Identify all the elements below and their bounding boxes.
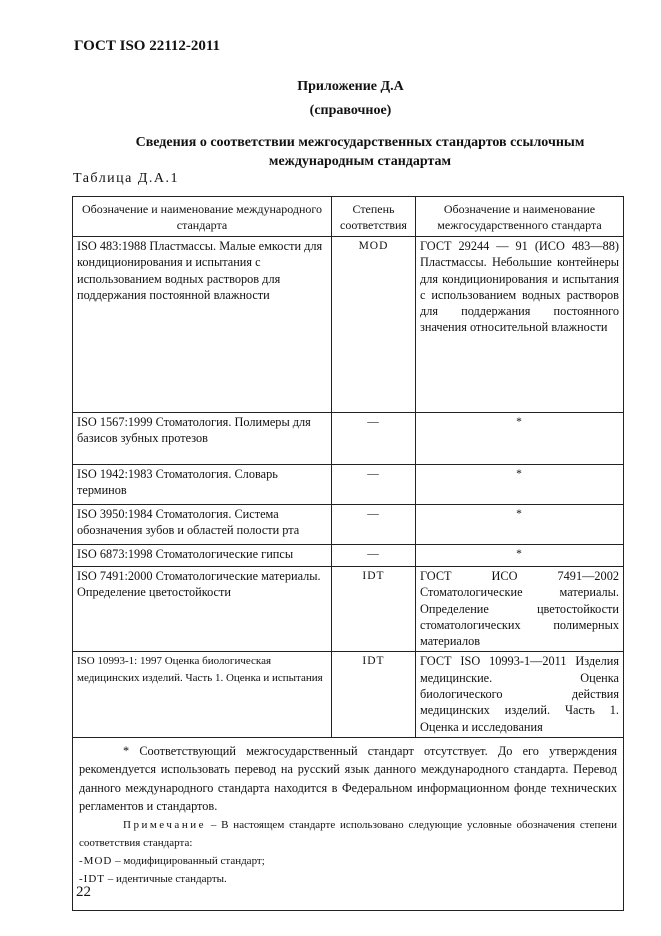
abbreviation-idt bbox=[79, 870, 617, 888]
cell-intl: ISO 10993-1: 1997 Оценка биологическая медицинских изделий. Часть 1. Оценка и испытания bbox=[73, 652, 332, 737]
cell-national: * bbox=[416, 545, 624, 567]
footnote-text: * Соответствующий межгосударственный стандарт отсутствует. До его утверждения рекомендуется использовать перевод на русский язык данного международного стандарта. Перевод данного международного стандарта находится в Федеральном информационном фонде технических регламентов и стандартов. bbox=[79, 743, 617, 814]
note-paragraph bbox=[79, 816, 617, 852]
cell-intl: ISO 483:1988 Пластмассы. Малые емкости для кондиционирования и испытания с использованием водных растворов для поддержания постоянной влажности bbox=[73, 237, 332, 413]
document-header: ГОСТ ISO 22112-2011 bbox=[74, 38, 221, 54]
appendix-title: Приложение Д.А bbox=[297, 79, 404, 94]
cell-intl: ISO 7491:2000 Стоматологические материалы. Определение цветостойкости bbox=[73, 567, 332, 652]
cell-degree: — bbox=[332, 413, 416, 465]
correspondence-table bbox=[72, 196, 624, 911]
cell-degree: MOD bbox=[332, 237, 416, 413]
table-label: Таблица Д.А.1 bbox=[73, 171, 180, 186]
note-label: Примечание bbox=[123, 818, 206, 831]
cell-national: * bbox=[416, 505, 624, 545]
abbreviation-code: -MOD bbox=[79, 854, 113, 867]
column-header-degree: Степень соответствия bbox=[332, 197, 416, 237]
cell-intl: ISO 1942:1983 Стоматология. Словарь терминов bbox=[73, 465, 332, 505]
cell-national: ГОСТ 29244 — 91 (ИСО 483—88) Пластмассы. Небольшие контейнеры для кондиционирования и испытания с использованием водных растворов для поддержания постоянного значения относительной влажности bbox=[416, 237, 624, 413]
table-row bbox=[73, 413, 624, 465]
page-number: 22 bbox=[76, 884, 91, 900]
note-text: – В настоящем стандарте использовано следующие условные обозначения степени соответствия стандарта: bbox=[79, 818, 617, 849]
abbreviation-desc: – идентичные стандарты. bbox=[107, 872, 227, 885]
correspondence-table-container bbox=[72, 196, 623, 911]
cell-degree: — bbox=[332, 505, 416, 545]
cell-intl: ISO 6873:1998 Стоматологические гипсы bbox=[73, 545, 332, 567]
cell-national: ГОСТ ISO 10993-1—2011 Изделия медицинские. Оценка биологического действия медицинских изделий. Часть 1. Оценка и исследования bbox=[416, 652, 624, 737]
table-footer-row bbox=[73, 737, 624, 910]
table-row bbox=[73, 237, 624, 413]
appendix-heading: Сведения о соответствии межгосударственных стандартов ссылочным международным стандартам bbox=[135, 135, 585, 169]
table-row bbox=[73, 465, 624, 505]
table-row bbox=[73, 652, 624, 737]
column-header-intl: Обозначение и наименование международного стандарта bbox=[73, 197, 332, 237]
abbreviation-mod bbox=[79, 852, 617, 870]
cell-intl: ISO 3950:1984 Стоматология. Система обозначения зубов и областей полости рта bbox=[73, 505, 332, 545]
appendix-type: (справочное) bbox=[309, 103, 392, 118]
table-row bbox=[73, 545, 624, 567]
column-header-national: Обозначение и наименование межгосударственного стандарта bbox=[416, 197, 624, 237]
footnote-cell bbox=[73, 737, 624, 910]
cell-degree: — bbox=[332, 545, 416, 567]
cell-degree: — bbox=[332, 465, 416, 505]
table-row bbox=[73, 505, 624, 545]
abbreviation-desc: – модифицированный стандарт; bbox=[115, 854, 265, 867]
cell-national: * bbox=[416, 413, 624, 465]
abbreviation-code: -IDT bbox=[79, 872, 105, 885]
cell-degree: IDT bbox=[332, 652, 416, 737]
cell-degree: IDT bbox=[332, 567, 416, 652]
table-row bbox=[73, 567, 624, 652]
table-header-row bbox=[73, 197, 624, 237]
cell-intl: ISO 1567:1999 Стоматология. Полимеры для базисов зубных протезов bbox=[73, 413, 332, 465]
cell-national: * bbox=[416, 465, 624, 505]
cell-national: ГОСТ ИСО 7491—2002 Стоматологические материалы. Определение цветостойкости стоматологических полимерных материалов bbox=[416, 567, 624, 652]
